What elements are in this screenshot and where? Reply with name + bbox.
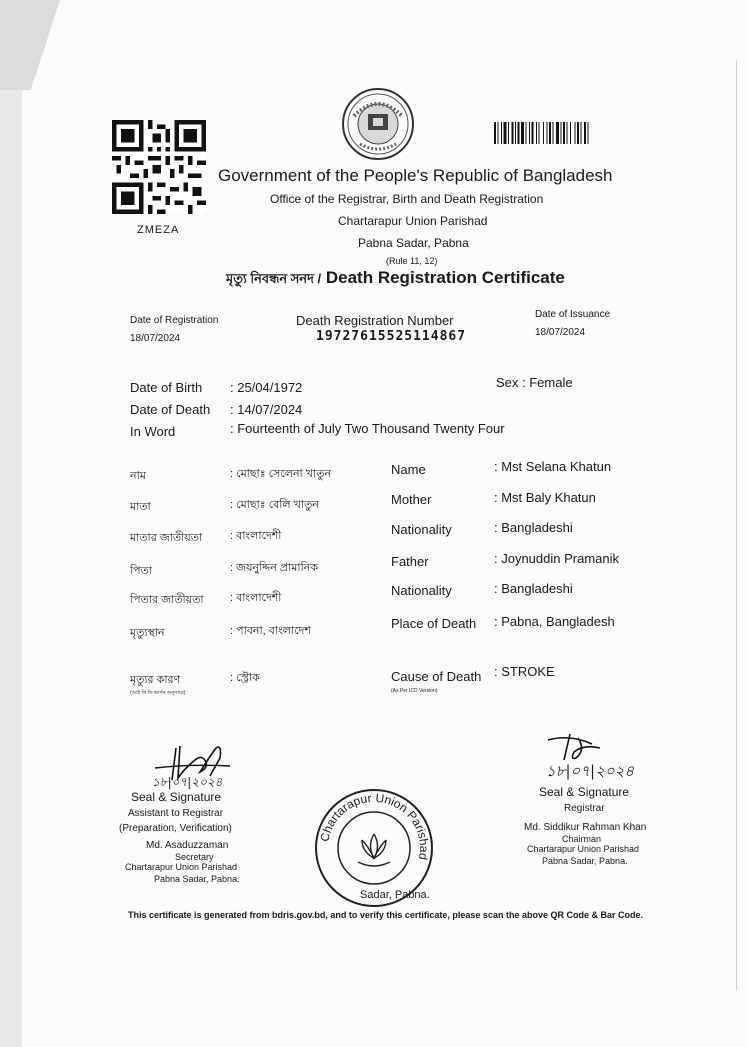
sex-value: Sex : Female [496, 375, 573, 390]
mother-nationality-value-bn: : বাংলাদেশী [230, 530, 282, 542]
government-title: Government of the People's Republic of Bangladesh [218, 166, 613, 185]
assistant-role-2: (Preparation, Verification) [119, 823, 232, 834]
registrar-office: Chartarapur Union Parishad [527, 844, 640, 854]
place-of-death-label-bn: মৃত্যুস্থান [130, 627, 165, 639]
mother-nationality-label-en: Nationality [391, 522, 452, 537]
rule-reference: (Rule 11, 12) [386, 256, 438, 266]
name-label-bn: নাম [130, 470, 146, 482]
cause-note-en: (As Per ICD Version) [391, 688, 438, 694]
cause-value-bn: : স্ট্রোক [230, 672, 260, 684]
registration-number: 19727615525114867 [316, 329, 467, 344]
mother-value-bn: : মোছাঃ বেলি খাতুন [230, 499, 319, 511]
footer-note: This certificate is generated from bdris.gov.bd, and to verify this certificate, please scan the above QR Code & Bar Code. [128, 910, 643, 920]
certificate-title-bangla: মৃত্যু নিবন্ধন সনদ / [226, 271, 322, 286]
qr-caption: ZMEZA [137, 224, 180, 236]
registration-number-label: Death Registration Number [296, 313, 454, 328]
cause-label-bn: মৃত্যুর কারণ [130, 674, 181, 686]
assistant-role: Assistant to Registrar [128, 808, 224, 819]
place-of-death-value-en: : Pabna, Bangladesh [494, 614, 615, 629]
date-of-issuance-value: 18/07/2024 [535, 327, 586, 338]
government-seal-icon [340, 86, 416, 162]
place-of-death-value-bn: : পাবনা, বাংলাদেশ [230, 625, 311, 637]
dob-label: Date of Birth [130, 380, 203, 395]
mother-label-en: Mother [391, 492, 432, 507]
seal-ring-text: Chartarapur Union Parishad [317, 790, 432, 861]
barcode [494, 122, 654, 144]
cause-note-bn: (আই সি ডি ভার্সন অনুসারে) [130, 690, 186, 696]
place-of-death-label-en: Place of Death [391, 616, 477, 631]
location-name: Pabna Sadar, Pabna [358, 236, 469, 250]
cause-value-en: : STROKE [494, 664, 555, 679]
svg-text:Chartarapur Union Parishad [317, 791, 431, 861]
father-label-en: Father [391, 554, 429, 569]
assistant-location: Pabna Sadar, Pabna. [154, 874, 240, 884]
date-of-issuance-label: Date of Issuance [535, 309, 611, 320]
father-nationality-value-bn: : বাংলাদেশী [230, 592, 282, 604]
registrar-name: Md. Siddikur Rahman Khan [524, 822, 647, 833]
registrar-handwritten-date: ১৮|০৭|২০২৪ [546, 762, 635, 780]
father-label-bn: পিতা [130, 565, 153, 577]
certificate-title-english: Death Registration Certificate [325, 268, 565, 287]
mother-label-bn: মাতা [130, 501, 151, 513]
father-nationality-value-en: : Bangladeshi [494, 581, 573, 596]
name-value-bn: : মোছাঃ সেলেনা খাতুন [230, 468, 332, 480]
dod-value: : 14/07/2024 [230, 402, 303, 417]
father-nationality-label-en: Nationality [391, 583, 452, 598]
dod-label: Date of Death [130, 402, 211, 417]
name-value-en: : Mst Selana Khatun [494, 459, 612, 474]
assistant-seal-signature: Seal & Signature [131, 790, 222, 804]
assistant-name: Md. Asaduzzaman [146, 840, 229, 851]
father-nationality-label-bn: পিতার জাতীয়তা [130, 594, 204, 606]
assistant-office: Chartarapur Union Parishad [125, 862, 238, 872]
date-of-registration-label: Date of Registration [130, 315, 219, 326]
seal-bottom-text: Sadar, Pabna. [360, 889, 430, 901]
inword-value: : Fourteenth of July Two Thousand Twenty Four [230, 421, 505, 436]
registrar-title: Chairman [562, 834, 602, 844]
father-value-bn: : জয়নুদ্দিন প্রামানিক [230, 562, 319, 574]
mother-nationality-label-bn: মাতার জাতীয়তা [130, 532, 203, 544]
mother-nationality-value-en: : Bangladeshi [494, 520, 573, 535]
name-label-en: Name [391, 462, 426, 477]
registrar-seal-signature: Seal & Signature [539, 785, 630, 799]
qr-code [112, 120, 206, 214]
date-of-registration-value: 18/07/2024 [130, 333, 181, 344]
registrar-location: Pabna Sadar, Pabna. [542, 856, 628, 866]
father-value-en: : Joynuddin Pramanik [494, 551, 620, 566]
page-edge-line [736, 60, 737, 990]
registrar-role: Registrar [564, 803, 605, 814]
assistant-handwritten-date: ১৮|০৭|২০২৪ [152, 775, 223, 789]
certificate-title [226, 268, 565, 291]
union-parishad-seal-icon [312, 786, 436, 910]
assistant-title: Secretary [175, 852, 214, 862]
dob-value: : 25/04/1972 [230, 380, 303, 395]
inword-label: In Word [130, 424, 176, 439]
cause-label-en: Cause of Death [391, 669, 482, 684]
office-title: Office of the Registrar, Birth and Death Registration [270, 192, 544, 206]
mother-value-en: : Mst Baly Khatun [494, 490, 596, 505]
union-name: Chartarapur Union Parishad [338, 214, 488, 228]
